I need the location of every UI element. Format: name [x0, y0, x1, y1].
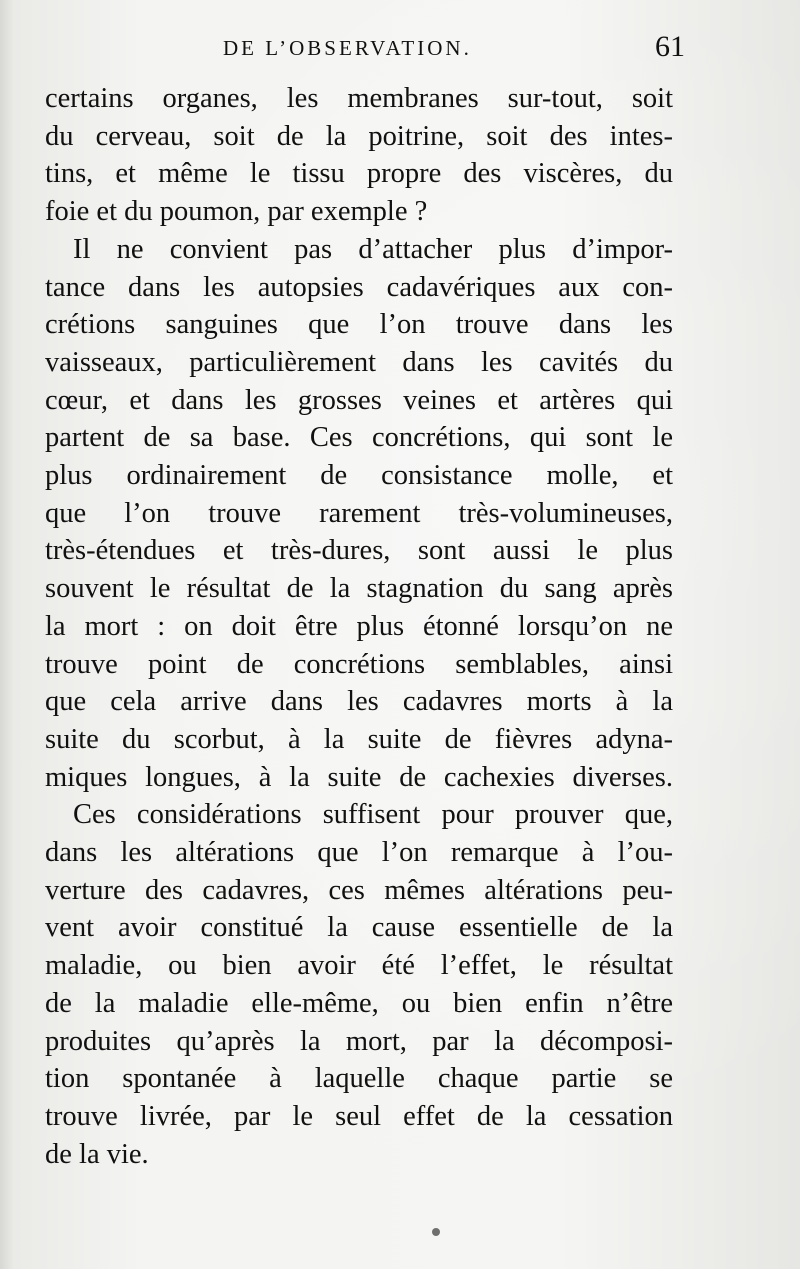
- text-line: crétions sanguines que l’on trouve dans les: [45, 309, 673, 341]
- text-line: de la maladie elle-même, ou bien enfin n’être: [45, 987, 673, 1019]
- page-number: 61: [655, 30, 685, 63]
- text-line: trouve point de concrétions semblables, ainsi: [45, 648, 673, 680]
- text-line: du cerveau, soit de la poitrine, soit des intes-: [45, 120, 673, 152]
- text-line: foie et du poumon, par exemple ?: [45, 196, 428, 228]
- text-line: trouve livrée, par le seul effet de la cessation: [45, 1100, 673, 1132]
- text-line: maladie, ou bien avoir été l’effet, le résultat: [45, 950, 673, 982]
- text-line: vaisseaux, particulièrement dans les cavités du: [45, 346, 673, 378]
- text-line: de la vie.: [45, 1138, 149, 1170]
- text-line: souvent le résultat de la stagnation du sang après: [45, 573, 673, 605]
- ink-spot: [432, 1228, 440, 1236]
- text-line: très-étendues et très-dures, sont aussi le plus: [45, 535, 673, 567]
- text-line: vent avoir constitué la cause essentielle de la: [45, 912, 673, 944]
- body-text: [45, 80, 673, 1173]
- text-line: plus ordinairement de consistance molle, et: [45, 460, 673, 492]
- text-line: que l’on trouve rarement très-volumineuses,: [45, 497, 673, 529]
- text-line: que cela arrive dans les cadavres morts à la: [45, 686, 673, 718]
- text-line: miques longues, à la suite de cachexies diverses.: [45, 761, 673, 793]
- text-line: certains organes, les membranes sur-tout, soit: [45, 83, 673, 114]
- running-head: DE L’OBSERVATION.: [223, 36, 472, 60]
- page-edge-shadow: [0, 0, 14, 1269]
- text-line: tins, et même le tissu propre des viscères, du: [45, 158, 673, 190]
- text-line: la mort : on doit être plus étonné lorsqu’on ne: [45, 610, 673, 642]
- text-line: tion spontanée à laquelle chaque partie se: [45, 1063, 673, 1095]
- paragraph-start-line: Ces considérations suffisent pour prouver que,: [73, 799, 673, 831]
- paragraph-start-line: Il ne convient pas d’attacher plus d’impor-: [73, 233, 673, 265]
- text-line: produites qu’après la mort, par la décomposi-: [45, 1025, 673, 1057]
- text-line: tance dans les autopsies cadavériques aux con-: [45, 271, 673, 303]
- text-line: suite du scorbut, à la suite de fièvres adyna-: [45, 723, 673, 755]
- page-header: [40, 30, 685, 70]
- text-line: partent de sa base. Ces concrétions, qui sont le: [45, 422, 673, 454]
- text-line: verture des cadavres, ces mêmes altérations peu-: [45, 874, 673, 906]
- text-line: cœur, et dans les grosses veines et artères qui: [45, 384, 673, 416]
- text-line: dans les altérations que l’on remarque à l’ou-: [45, 837, 673, 869]
